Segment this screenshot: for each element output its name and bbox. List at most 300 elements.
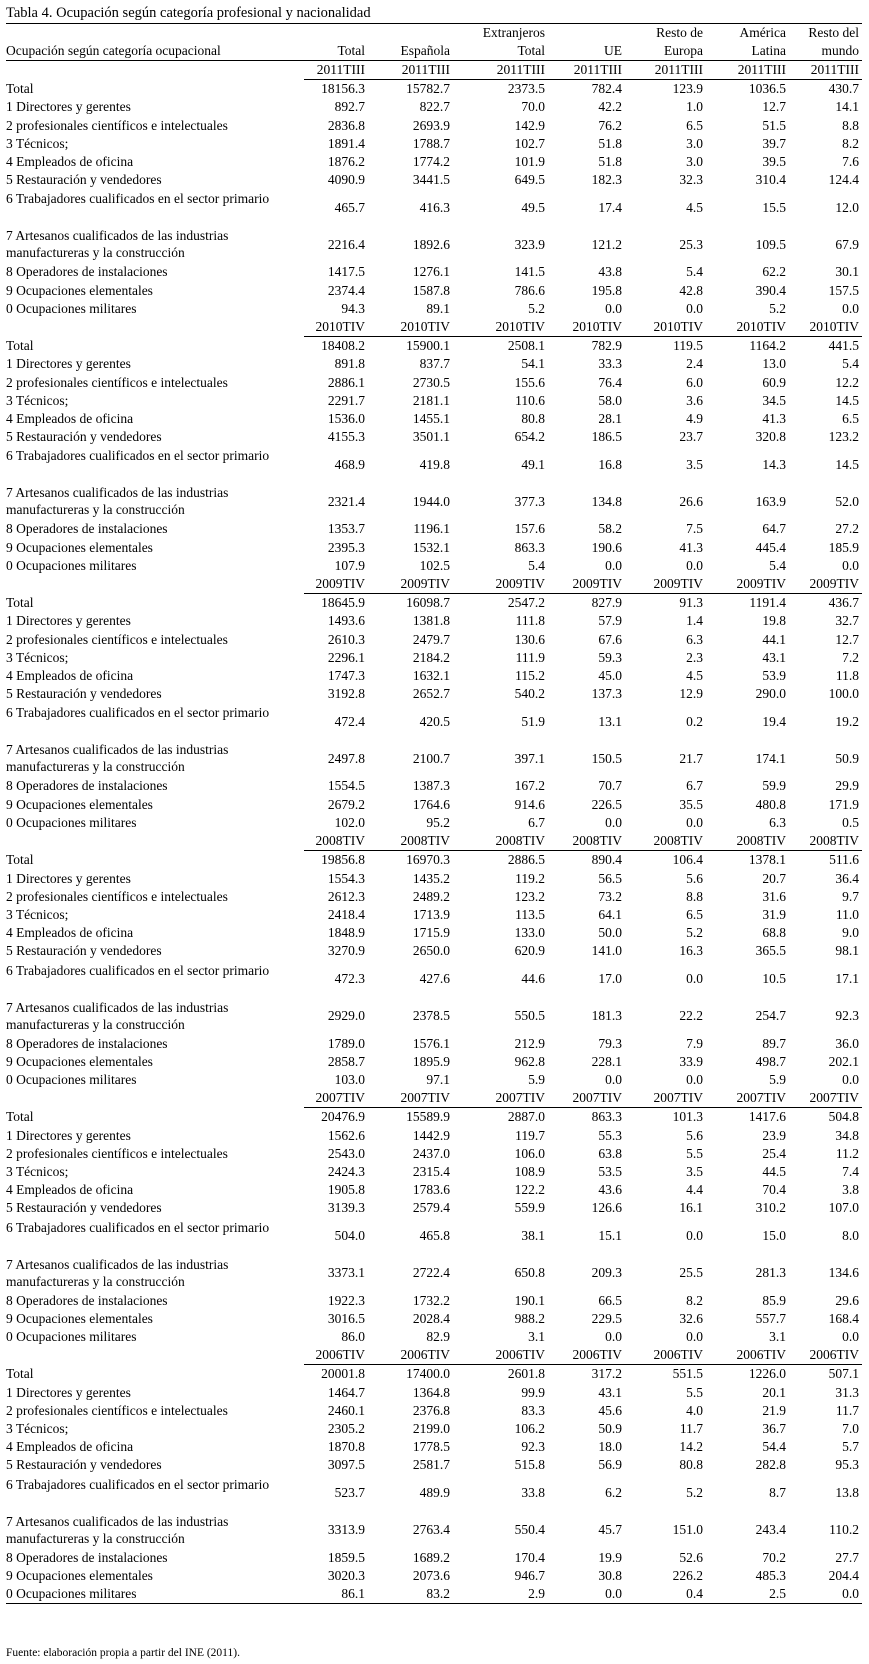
value-cell: 416.3 bbox=[419, 199, 450, 215]
value-cell: 323.9 bbox=[514, 236, 545, 252]
value-cell: 2305.2 bbox=[327, 1420, 365, 1436]
value-cell: 20.7 bbox=[762, 870, 786, 886]
value-cell: 1587.8 bbox=[412, 282, 450, 298]
value-cell: 204.4 bbox=[828, 1567, 859, 1583]
value-cell: 2378.5 bbox=[412, 1007, 450, 1023]
value-cell: 0.0 bbox=[842, 300, 859, 316]
value-cell: 8.0 bbox=[842, 1227, 859, 1243]
row-label: 6 Trabajadores cualificados en el sector primario bbox=[6, 705, 270, 721]
header-cell: Latina bbox=[706, 42, 789, 61]
value-cell: 110.6 bbox=[515, 392, 545, 408]
value-cell: 80.8 bbox=[521, 411, 545, 427]
value-cell: 1417.6 bbox=[748, 1109, 786, 1125]
value-cell: 3.5 bbox=[686, 456, 703, 472]
row-label: 3 Técnicos; bbox=[6, 906, 69, 922]
value-cell: 123.9 bbox=[672, 81, 703, 97]
period-blank-cell bbox=[6, 1346, 304, 1365]
value-cell: 365.5 bbox=[755, 943, 786, 959]
value-cell: 15.0 bbox=[762, 1227, 786, 1243]
table-row bbox=[6, 924, 862, 942]
row-label: 8 Operadores de instalaciones bbox=[6, 1035, 168, 1051]
table-row bbox=[6, 1512, 862, 1549]
value-cell: 51.5 bbox=[762, 117, 786, 133]
value-cell: 25.3 bbox=[679, 236, 703, 252]
period-cell: 2008TIV bbox=[453, 832, 548, 851]
value-cell: 124.4 bbox=[828, 172, 859, 188]
value-cell: 1778.5 bbox=[412, 1439, 450, 1455]
period-cell: 2010TIV bbox=[453, 318, 548, 337]
value-cell: 43.1 bbox=[762, 649, 786, 665]
row-label: 0 Ocupaciones militares bbox=[6, 300, 137, 316]
value-cell: 108.9 bbox=[514, 1163, 545, 1179]
value-cell: 1789.0 bbox=[327, 1035, 365, 1051]
value-cell: 86.1 bbox=[304, 1585, 368, 1604]
row-label: 0 Ocupaciones militares bbox=[6, 1585, 304, 1604]
value-cell: 115.2 bbox=[515, 668, 545, 684]
period-cell: 2010TIV bbox=[789, 318, 862, 337]
value-cell: 85.9 bbox=[762, 1292, 786, 1308]
period-cell: 2007TIV bbox=[789, 1089, 862, 1108]
row-label: 1 Directores y gerentes bbox=[6, 356, 131, 372]
value-cell: 27.2 bbox=[835, 521, 859, 537]
row-label: 1 Directores y gerentes bbox=[6, 613, 131, 629]
period-cell: 2010TIV bbox=[706, 318, 789, 337]
table-row bbox=[6, 1292, 862, 1310]
value-cell: 0.0 bbox=[686, 1328, 703, 1344]
value-cell: 6.5 bbox=[842, 411, 859, 427]
value-cell: 171.9 bbox=[828, 796, 859, 812]
value-cell: 1036.5 bbox=[748, 81, 786, 97]
value-cell: 20001.8 bbox=[321, 1366, 365, 1382]
period-blank-cell bbox=[6, 318, 304, 337]
row-label: Total bbox=[6, 852, 34, 868]
value-cell: 195.8 bbox=[591, 282, 622, 298]
value-cell: 0.0 bbox=[686, 557, 703, 573]
value-cell: 52.0 bbox=[835, 493, 859, 509]
value-cell: 0.0 bbox=[605, 814, 622, 830]
period-blank-cell bbox=[6, 1089, 304, 1108]
table-row bbox=[6, 392, 862, 410]
value-cell: 3097.5 bbox=[327, 1457, 365, 1473]
value-cell: 157.5 bbox=[828, 282, 859, 298]
value-cell: 99.9 bbox=[521, 1384, 545, 1400]
value-cell: 5.2 bbox=[686, 925, 703, 941]
value-cell: 19.9 bbox=[598, 1549, 622, 1565]
value-cell: 3.5 bbox=[686, 1163, 703, 1179]
period-cell: 2007TIV bbox=[706, 1089, 789, 1108]
value-cell: 226.2 bbox=[672, 1567, 703, 1583]
value-cell: 34.5 bbox=[762, 392, 786, 408]
value-cell: 2.9 bbox=[453, 1585, 548, 1604]
value-cell: 102.5 bbox=[419, 557, 450, 573]
value-cell: 26.6 bbox=[679, 493, 703, 509]
value-cell: 6.3 bbox=[769, 814, 786, 830]
value-cell: 282.8 bbox=[755, 1457, 786, 1473]
value-cell: 111.9 bbox=[515, 649, 545, 665]
value-cell: 19.8 bbox=[762, 613, 786, 629]
value-cell: 2858.7 bbox=[327, 1053, 365, 1069]
value-cell: 168.4 bbox=[828, 1310, 859, 1326]
value-cell: 18.0 bbox=[598, 1439, 622, 1455]
value-cell: 8.8 bbox=[842, 117, 859, 133]
row-label: 0 Ocupaciones militares bbox=[6, 814, 137, 830]
value-cell: 68.8 bbox=[762, 925, 786, 941]
value-cell: 70.2 bbox=[762, 1549, 786, 1565]
value-cell: 2291.7 bbox=[327, 392, 365, 408]
value-cell: 1554.5 bbox=[327, 778, 365, 794]
table-row bbox=[6, 1365, 862, 1384]
row-label: 7 Artesanos cualificados de las industrias manufactureras y la construcción bbox=[6, 485, 229, 518]
table-row bbox=[6, 282, 862, 300]
table-row bbox=[6, 1456, 862, 1474]
value-cell: 66.5 bbox=[598, 1292, 622, 1308]
period-cell: 2006TIV bbox=[548, 1346, 625, 1365]
row-label: 3 Técnicos; bbox=[6, 135, 69, 151]
value-cell: 18156.3 bbox=[321, 81, 365, 97]
value-cell: 25.5 bbox=[679, 1264, 703, 1280]
value-cell: 320.8 bbox=[755, 429, 786, 445]
value-cell: 21.9 bbox=[762, 1402, 786, 1418]
value-cell: 472.3 bbox=[334, 970, 365, 986]
value-cell: 2497.8 bbox=[327, 750, 365, 766]
period-cell: 2010TIV bbox=[368, 318, 453, 337]
value-cell: 243.4 bbox=[755, 1521, 786, 1537]
value-cell: 49.5 bbox=[521, 199, 545, 215]
table-row bbox=[6, 135, 862, 153]
value-cell: 13.1 bbox=[598, 713, 622, 729]
value-cell: 10.5 bbox=[762, 970, 786, 986]
value-cell: 2652.7 bbox=[412, 686, 450, 702]
value-cell: 151.0 bbox=[672, 1521, 703, 1537]
value-cell: 20.1 bbox=[762, 1384, 786, 1400]
value-cell: 5.9 bbox=[528, 1071, 545, 1087]
table-row bbox=[6, 1053, 862, 1071]
value-cell: 515.8 bbox=[514, 1457, 545, 1473]
value-cell: 377.3 bbox=[514, 493, 545, 509]
value-cell: 281.3 bbox=[755, 1264, 786, 1280]
value-cell: 2321.4 bbox=[327, 493, 365, 509]
value-cell: 31.9 bbox=[762, 906, 786, 922]
row-label: Total bbox=[6, 1366, 34, 1382]
value-cell: 3.1 bbox=[769, 1328, 786, 1344]
value-cell: 2601.8 bbox=[507, 1366, 545, 1382]
value-cell: 27.7 bbox=[835, 1549, 859, 1565]
value-cell: 2886.5 bbox=[507, 852, 545, 868]
value-cell: 504.0 bbox=[334, 1227, 365, 1243]
value-cell: 8.7 bbox=[769, 1484, 786, 1500]
row-label: 4 Empleados de oficina bbox=[6, 1439, 134, 1455]
table-row bbox=[6, 300, 862, 318]
value-cell: 0.0 bbox=[605, 557, 622, 573]
table-row bbox=[6, 355, 862, 373]
value-cell: 62.2 bbox=[762, 264, 786, 280]
table-row bbox=[6, 1181, 862, 1199]
value-cell: 106.0 bbox=[514, 1145, 545, 1161]
value-cell: 30.1 bbox=[835, 264, 859, 280]
row-label: 3 Técnicos; bbox=[6, 1420, 69, 1436]
table-row bbox=[6, 446, 862, 483]
value-cell: 8.8 bbox=[686, 888, 703, 904]
value-cell: 91.3 bbox=[679, 595, 703, 611]
table-body bbox=[6, 61, 862, 1604]
row-label: 6 Trabajadores cualificados en el sector primario bbox=[6, 191, 270, 207]
row-label: 5 Restauración y vendedores bbox=[6, 943, 162, 959]
value-cell: 20476.9 bbox=[321, 1109, 365, 1125]
row-label: 4 Empleados de oficina bbox=[6, 1182, 134, 1198]
value-cell: 5.4 bbox=[842, 356, 859, 372]
value-cell: 550.5 bbox=[514, 1007, 545, 1023]
value-cell: 1532.1 bbox=[412, 539, 450, 555]
value-cell: 22.2 bbox=[679, 1007, 703, 1023]
value-cell: 1632.1 bbox=[412, 668, 450, 684]
value-cell: 67.9 bbox=[835, 236, 859, 252]
header-cell bbox=[368, 24, 453, 42]
value-cell: 13.8 bbox=[835, 1484, 859, 1500]
value-cell: 2460.1 bbox=[327, 1402, 365, 1418]
value-cell: 86.0 bbox=[341, 1328, 365, 1344]
value-cell: 119.2 bbox=[515, 870, 545, 886]
value-cell: 988.2 bbox=[514, 1310, 545, 1326]
value-cell: 1576.1 bbox=[412, 1035, 450, 1051]
value-cell: 41.3 bbox=[679, 539, 703, 555]
value-cell: 33.8 bbox=[521, 1484, 545, 1500]
value-cell: 3020.3 bbox=[327, 1567, 365, 1583]
value-cell: 95.3 bbox=[835, 1457, 859, 1473]
value-cell: 42.8 bbox=[679, 282, 703, 298]
value-cell: 4.0 bbox=[686, 1402, 703, 1418]
row-label: 6 Trabajadores cualificados en el sector primario bbox=[6, 448, 270, 464]
value-cell: 2581.7 bbox=[412, 1457, 450, 1473]
value-cell: 182.3 bbox=[591, 172, 622, 188]
value-cell: 54.4 bbox=[762, 1439, 786, 1455]
table-row bbox=[6, 1475, 862, 1512]
row-label: 7 Artesanos cualificados de las industrias manufactureras y la construcción bbox=[6, 228, 229, 261]
header-cell: Ocupación según categoría ocupacional bbox=[6, 42, 304, 61]
value-cell: 3.1 bbox=[528, 1328, 545, 1344]
value-cell: 50.9 bbox=[835, 750, 859, 766]
value-cell: 2184.2 bbox=[412, 649, 450, 665]
value-cell: 5.4 bbox=[769, 557, 786, 573]
value-cell: 15782.7 bbox=[406, 81, 450, 97]
value-cell: 33.9 bbox=[679, 1053, 703, 1069]
period-cell: 2009TIV bbox=[789, 575, 862, 594]
table-row bbox=[6, 851, 862, 870]
value-cell: 56.9 bbox=[598, 1457, 622, 1473]
value-cell: 5.9 bbox=[769, 1071, 786, 1087]
value-cell: 2376.8 bbox=[412, 1402, 450, 1418]
value-cell: 2100.7 bbox=[412, 750, 450, 766]
value-cell: 15589.9 bbox=[406, 1109, 450, 1125]
row-label: 2 profesionales científicos e intelectuales bbox=[6, 117, 228, 133]
value-cell: 0.0 bbox=[686, 970, 703, 986]
value-cell: 1783.6 bbox=[412, 1182, 450, 1198]
table-row bbox=[6, 189, 862, 226]
value-cell: 119.7 bbox=[515, 1127, 545, 1143]
value-cell: 229.5 bbox=[591, 1310, 622, 1326]
value-cell: 962.8 bbox=[514, 1053, 545, 1069]
value-cell: 3.8 bbox=[842, 1182, 859, 1198]
value-cell: 82.9 bbox=[426, 1328, 450, 1344]
period-blank-cell bbox=[6, 575, 304, 594]
row-label: 8 Operadores de instalaciones bbox=[6, 264, 168, 280]
value-cell: 2547.2 bbox=[507, 595, 545, 611]
period-cell: 2008TIV bbox=[548, 832, 625, 851]
period-cell: 2006TIV bbox=[368, 1346, 453, 1365]
value-cell: 21.7 bbox=[679, 750, 703, 766]
table-row bbox=[6, 117, 862, 135]
table-row bbox=[6, 906, 862, 924]
period-cell: 2009TIV bbox=[548, 575, 625, 594]
row-label: 2 profesionales científicos e intelectuales bbox=[6, 631, 228, 647]
value-cell: 170.4 bbox=[514, 1549, 545, 1565]
value-cell: 12.9 bbox=[679, 686, 703, 702]
value-cell: 3313.9 bbox=[327, 1521, 365, 1537]
value-cell: 620.9 bbox=[514, 943, 545, 959]
value-cell: 14.1 bbox=[835, 99, 859, 115]
value-cell: 654.2 bbox=[514, 429, 545, 445]
value-cell: 0.0 bbox=[842, 557, 859, 573]
value-cell: 2.5 bbox=[706, 1585, 789, 1604]
value-cell: 2887.0 bbox=[507, 1109, 545, 1125]
header-cell: Resto de bbox=[656, 25, 703, 40]
row-label: 0 Ocupaciones militares bbox=[6, 1071, 137, 1087]
value-cell: 1944.0 bbox=[412, 493, 450, 509]
value-cell: 1876.2 bbox=[327, 154, 365, 170]
value-cell: 58.0 bbox=[598, 392, 622, 408]
value-cell: 25.4 bbox=[762, 1145, 786, 1161]
value-cell: 7.5 bbox=[686, 521, 703, 537]
value-cell: 8.2 bbox=[842, 135, 859, 151]
value-cell: 49.1 bbox=[521, 456, 545, 472]
value-cell: 52.6 bbox=[679, 1549, 703, 1565]
value-cell: 89.1 bbox=[426, 300, 450, 316]
period-cell: 2011TIII bbox=[304, 61, 368, 80]
value-cell: 445.4 bbox=[755, 539, 786, 555]
row-label: 7 Artesanos cualificados de las industrias manufactureras y la construcción bbox=[6, 1513, 229, 1546]
value-cell: 106.2 bbox=[514, 1420, 545, 1436]
value-cell: 1353.7 bbox=[327, 521, 365, 537]
value-cell: 31.3 bbox=[835, 1384, 859, 1400]
value-cell: 557.7 bbox=[755, 1310, 786, 1326]
value-cell: 23.7 bbox=[679, 429, 703, 445]
value-cell: 13.0 bbox=[762, 356, 786, 372]
row-label: 9 Ocupaciones elementales bbox=[6, 1053, 153, 1069]
period-cell: 2006TIV bbox=[453, 1346, 548, 1365]
value-cell: 2650.0 bbox=[412, 943, 450, 959]
value-cell: 39.7 bbox=[762, 135, 786, 151]
value-cell: 142.9 bbox=[514, 117, 545, 133]
table-row bbox=[6, 814, 862, 832]
value-cell: 59.3 bbox=[598, 649, 622, 665]
value-cell: 11.0 bbox=[835, 906, 859, 922]
value-cell: 111.8 bbox=[515, 613, 545, 629]
value-cell: 32.7 bbox=[835, 613, 859, 629]
value-cell: 1892.6 bbox=[412, 236, 450, 252]
value-cell: 1922.3 bbox=[327, 1292, 365, 1308]
value-cell: 468.9 bbox=[334, 456, 365, 472]
value-cell: 32.6 bbox=[679, 1310, 703, 1326]
value-cell: 2181.1 bbox=[412, 392, 450, 408]
value-cell: 106.4 bbox=[672, 852, 703, 868]
value-cell: 2437.0 bbox=[412, 1145, 450, 1161]
table-row bbox=[6, 942, 862, 960]
value-cell: 97.1 bbox=[426, 1071, 450, 1087]
value-cell: 15900.1 bbox=[406, 338, 450, 354]
header-cell: Total bbox=[453, 42, 548, 61]
period-cell: 2009TIV bbox=[368, 575, 453, 594]
value-cell: 0.0 bbox=[605, 300, 622, 316]
value-cell: 3.6 bbox=[686, 392, 703, 408]
value-cell: 5.2 bbox=[769, 300, 786, 316]
row-label: 5 Restauración y vendedores bbox=[6, 172, 162, 188]
value-cell: 2763.4 bbox=[412, 1521, 450, 1537]
table-row bbox=[6, 740, 862, 777]
period-cell: 2011TIII bbox=[789, 61, 862, 80]
value-cell: 837.7 bbox=[419, 356, 450, 372]
period-blank-cell bbox=[6, 832, 304, 851]
row-label: 8 Operadores de instalaciones bbox=[6, 778, 168, 794]
value-cell: 64.1 bbox=[598, 906, 622, 922]
value-cell: 14.2 bbox=[679, 1439, 703, 1455]
row-label: 6 Trabajadores cualificados en el sector primario bbox=[6, 1219, 270, 1235]
table-row bbox=[6, 98, 862, 116]
value-cell: 70.0 bbox=[521, 99, 545, 115]
table-row bbox=[6, 1199, 862, 1217]
value-cell: 441.5 bbox=[828, 338, 859, 354]
value-cell: 782.4 bbox=[591, 81, 622, 97]
occupation-table bbox=[6, 24, 862, 1604]
value-cell: 0.0 bbox=[842, 1328, 859, 1344]
value-cell: 6.5 bbox=[686, 906, 703, 922]
value-cell: 0.0 bbox=[686, 1071, 703, 1087]
value-cell: 100.0 bbox=[828, 686, 859, 702]
header-cell: Resto del bbox=[808, 25, 859, 40]
period-row bbox=[6, 318, 862, 337]
value-cell: 2315.4 bbox=[412, 1163, 450, 1179]
row-label: 4 Empleados de oficina bbox=[6, 925, 134, 941]
value-cell: 1493.6 bbox=[327, 613, 365, 629]
value-cell: 1226.0 bbox=[748, 1366, 786, 1382]
value-cell: 12.0 bbox=[835, 199, 859, 215]
value-cell: 3373.1 bbox=[327, 1264, 365, 1280]
value-cell: 3501.1 bbox=[412, 429, 450, 445]
table-title: Tabla 4. Ocupación según categoría profesional y nacionalidad bbox=[6, 5, 371, 21]
value-cell: 1196.1 bbox=[413, 521, 450, 537]
value-cell: 946.7 bbox=[514, 1567, 545, 1583]
table-row bbox=[6, 594, 862, 613]
value-cell: 53.9 bbox=[762, 668, 786, 684]
value-cell: 12.2 bbox=[835, 374, 859, 390]
value-cell: 5.6 bbox=[686, 870, 703, 886]
row-label: 5 Restauración y vendedores bbox=[6, 1200, 162, 1216]
table-row bbox=[6, 520, 862, 538]
table-header bbox=[6, 24, 862, 61]
row-label: 1 Directores y gerentes bbox=[6, 99, 131, 115]
header-row-2 bbox=[6, 42, 862, 61]
value-cell: 1455.1 bbox=[412, 411, 450, 427]
value-cell: 465.7 bbox=[334, 199, 365, 215]
value-cell: 107.9 bbox=[334, 557, 365, 573]
value-cell: 5.7 bbox=[842, 1439, 859, 1455]
table-row bbox=[6, 667, 862, 685]
value-cell: 63.8 bbox=[598, 1145, 622, 1161]
period-cell: 2009TIV bbox=[706, 575, 789, 594]
value-cell: 79.3 bbox=[598, 1035, 622, 1051]
header-cell: mundo bbox=[789, 42, 862, 61]
value-cell: 1715.9 bbox=[412, 925, 450, 941]
period-cell: 2006TIV bbox=[706, 1346, 789, 1365]
value-cell: 54.1 bbox=[521, 356, 545, 372]
